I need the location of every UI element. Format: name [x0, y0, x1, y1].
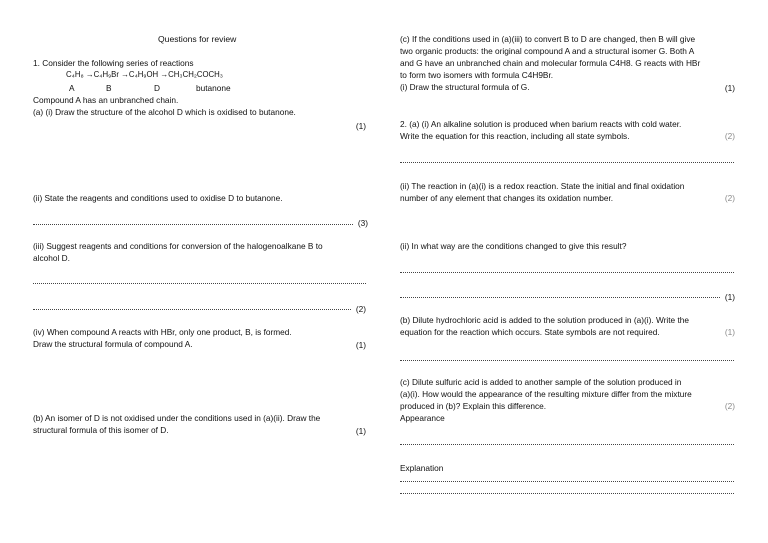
question-c-line1: (c) If the conditions used in (a)(iii) to convert B to D are changed, then B will give — [400, 34, 696, 44]
question-a-i: (a) (i) Draw the structure of the alcohol D which is oxidised to butanone. — [33, 107, 296, 117]
question-2c-line3: produced in (b)? Explain this difference. — [400, 401, 547, 411]
question-a-iii-line1: (iii) Suggest reagents and conditions for conversion of the halogenoalkane B to — [33, 241, 323, 251]
mark-2c: (2) — [724, 401, 735, 411]
mark-a-ii: (3) — [357, 218, 368, 228]
mark-c-i: (1) — [724, 83, 735, 93]
label-a: A — [69, 83, 75, 93]
answer-line[interactable] — [33, 224, 353, 225]
question-2a-iii: (ii) In what way are the conditions changed to give this result? — [400, 241, 627, 251]
explanation-label: Explanation — [400, 463, 444, 473]
question-2c-line1: (c) Dilute sulfuric acid is added to another sample of the solution produced in — [400, 377, 682, 387]
question-2c-line2: (a)(i). How would the appearance of the resulting mixture differ from the mixture — [400, 389, 692, 399]
mark-a-i: (1) — [355, 121, 366, 131]
answer-line[interactable] — [400, 162, 734, 163]
mark-a-iii: (2) — [355, 304, 366, 314]
question-2b-line2: equation for the reaction which occurs. State symbols are not required. — [400, 327, 660, 337]
answer-line[interactable] — [33, 283, 366, 284]
question-2a-i-line2: Write the equation for this reaction, including all state symbols. — [400, 131, 630, 141]
answer-line[interactable] — [400, 444, 734, 445]
q1-intro: 1. Consider the following series of reactions — [33, 58, 194, 68]
reaction-scheme: C₄H₈ →C₄H₉Br →C₄H₉OH →CH₃CH₂COCH₃ — [66, 70, 223, 79]
question-b-line2: structural formula of this isomer of D. — [33, 425, 169, 435]
answer-line[interactable] — [400, 493, 734, 494]
mark-a-iv: (1) — [355, 340, 366, 350]
answer-line[interactable] — [400, 272, 734, 273]
mark-2a-ii: (2) — [724, 193, 735, 203]
question-a-ii: (ii) State the reagents and conditions used to oxidise D to butanone. — [33, 193, 283, 203]
question-a-iv-line1: (iv) When compound A reacts with HBr, only one product, B, is formed. — [33, 327, 292, 337]
label-butanone: butanone — [196, 83, 231, 93]
question-2a-ii-line1: (ii) The reaction in (a)(i) is a redox reaction. State the initial and final oxidation — [400, 181, 685, 191]
question-c-line4: to form two isomers with formula C4H9Br. — [400, 70, 554, 80]
question-b-line1: (b) An isomer of D is not oxidised under the conditions used in (a)(ii). Draw the — [33, 413, 321, 423]
question-c-line3: and G have an unbranched chain and molecular formula C4H8. G reacts with HBr — [400, 58, 701, 68]
answer-line[interactable] — [400, 360, 734, 361]
question-c-i: (i) Draw the structural formula of G. — [400, 82, 530, 92]
mark-b: (1) — [355, 426, 366, 436]
question-2b-line1: (b) Dilute hydrochloric acid is added to the solution produced in (a)(i). Write the — [400, 315, 689, 325]
mark-2a-i: (2) — [724, 131, 735, 141]
question-2a-i-line1: 2. (a) (i) An alkaline solution is produced when barium reacts with cold water. — [400, 119, 682, 129]
mark-2b: (1) — [724, 327, 735, 337]
answer-line[interactable] — [400, 297, 720, 298]
page-title: Questions for review — [158, 34, 237, 44]
compound-a-statement: Compound A has an unbranched chain. — [33, 95, 179, 105]
mark-2a-iii: (1) — [724, 292, 735, 302]
question-a-iii-line2: alcohol D. — [33, 253, 70, 263]
answer-line[interactable] — [400, 481, 734, 482]
question-c-line2: two organic products: the original compound A and a structural isomer G. Both A — [400, 46, 695, 56]
appearance-label: Appearance — [400, 413, 445, 423]
label-d: D — [154, 83, 160, 93]
question-a-iv-line2: Draw the structural formula of compound A. — [33, 339, 193, 349]
question-2a-ii-line2: number of any element that changes its oxidation number. — [400, 193, 614, 203]
label-b: B — [106, 83, 112, 93]
answer-line[interactable] — [33, 309, 351, 310]
